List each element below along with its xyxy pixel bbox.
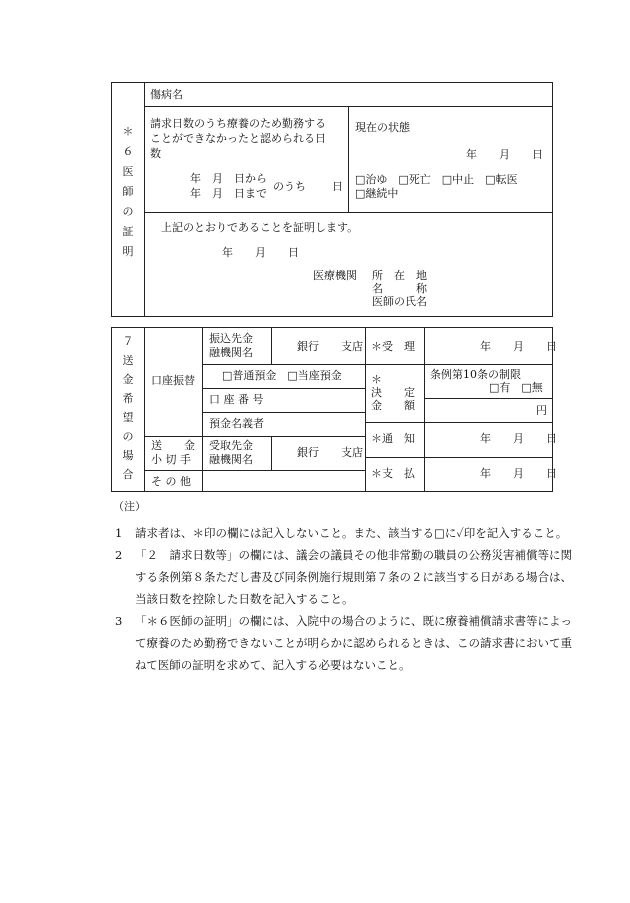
payment-label: ＊支 払 — [371, 467, 415, 480]
days-label-line-1: 請求日数のうち療養のため勤務する — [150, 117, 326, 130]
check-label-2: 小 切 手 — [151, 453, 191, 466]
period-day: 日 — [332, 180, 343, 193]
certify-date: 年 月 日 — [222, 246, 299, 259]
border-line — [111, 316, 553, 317]
side-char: の — [122, 205, 134, 218]
notes-heading: （注） — [113, 500, 146, 513]
days-label-line-3: 数 — [150, 147, 161, 160]
receipt-date: 年 月 日 — [480, 340, 557, 353]
status-options: □治ゆ □死亡 □中止 □転医 — [355, 173, 518, 186]
check-label-1: 送 金 — [151, 439, 195, 452]
side-char: ７ — [122, 335, 134, 348]
certify-text: 上記のとおりであることを証明します。 — [161, 221, 359, 234]
side-char: の — [122, 430, 134, 443]
yen-label: 円 — [536, 404, 547, 417]
side-char: 合 — [122, 468, 134, 481]
institution-name-label: 名 称 — [372, 282, 427, 295]
border-line — [202, 412, 365, 413]
side-char: ＊ — [122, 125, 134, 138]
notes-list — [113, 522, 573, 676]
address-label: 所 在 地 — [372, 269, 427, 282]
border-line — [144, 212, 553, 213]
side-char: 金 — [122, 373, 134, 386]
receipt-label: ＊受 理 — [371, 340, 415, 353]
decision-star: ＊ — [371, 373, 382, 386]
border-line — [271, 436, 272, 470]
transfer-bank-label-2: 融機関名 — [209, 346, 253, 359]
side-char: 送 — [122, 354, 134, 367]
border-line — [111, 82, 553, 83]
period-to: 年 月 日まで — [190, 187, 267, 200]
note-number: 3 — [115, 614, 123, 628]
side-char: 希 — [122, 392, 134, 405]
notice-label: ＊通 知 — [371, 432, 415, 445]
border-line — [365, 422, 553, 423]
note-item — [113, 544, 573, 610]
border-line — [271, 327, 272, 364]
side-char: 証 — [122, 225, 134, 238]
status-date: 年 月 日 — [466, 148, 543, 161]
side-char: 医 — [122, 165, 134, 178]
period-suffix: のうち — [273, 180, 306, 193]
border-line — [348, 106, 349, 212]
side-char: 師 — [122, 185, 134, 198]
check-bank-branch: 銀行 支店 — [297, 446, 363, 459]
note-text: 「２ 請求日数等」の欄には、議会の議員その他非常勤の職員の公務災害補償等に関する条例第８条ただし書及び同条例施行規則第７条の２に該当する日がある場合は、当該日数を控除した日数を記入すること。 — [135, 548, 572, 606]
border-line — [202, 388, 365, 389]
account-number-label: 口 座 番 号 — [209, 393, 264, 406]
note-text: 「＊６医師の証明」の欄には、入院中の場合のように、既に療養補償請求書等によって療養のため勤務できないことが明らかに認められるときは、この請求書において重ねて医師の証明を求めて、記入する必要はないこと。 — [135, 614, 572, 672]
limit-options: □有 □無 — [489, 381, 543, 394]
border-line — [424, 398, 553, 399]
section6-side-label — [112, 122, 144, 262]
receive-bank-label-2: 融機関名 — [209, 453, 253, 466]
note-number: 2 — [115, 548, 123, 562]
period-from: 年 月 日から — [190, 172, 267, 185]
side-char: ６ — [122, 145, 134, 158]
side-char: 場 — [122, 449, 134, 462]
payment-date: 年 月 日 — [480, 467, 557, 480]
other-label: そ の 他 — [151, 475, 191, 488]
border-line — [111, 327, 553, 328]
border-line — [365, 364, 553, 365]
section7-side-label — [112, 332, 144, 484]
border-line — [202, 327, 203, 492]
account-holder-label: 預金名義者 — [209, 417, 264, 430]
border-line — [552, 82, 553, 317]
side-char: 明 — [122, 245, 134, 258]
account-type-options: □普通預金 □当座預金 — [222, 369, 342, 382]
transfer-bank-label-1: 振込先金 — [209, 332, 253, 345]
border-line — [365, 457, 553, 458]
note-item — [113, 610, 573, 676]
notice-date: 年 月 日 — [480, 432, 557, 445]
note-text: 請求者は、＊印の欄には記入しないこと。また、該当する□に✓印を記入すること。 — [135, 526, 568, 540]
bank-branch: 銀行 支店 — [297, 340, 363, 353]
decision-label: 決 定 — [371, 386, 415, 399]
receive-bank-label-1: 受取先金 — [209, 439, 253, 452]
days-label-line-2: ことができなかったと認められる日 — [150, 132, 326, 145]
border-line — [424, 327, 425, 492]
note-number: 1 — [115, 526, 123, 540]
border-line — [144, 82, 145, 317]
border-line — [144, 470, 365, 471]
border-line — [144, 436, 365, 437]
status-continuing: □継続中 — [355, 187, 399, 200]
border-line — [111, 491, 553, 492]
border-line — [202, 364, 365, 365]
amount-label: 金 額 — [371, 399, 415, 412]
limit-label: 条例第10条の制限 — [430, 368, 521, 381]
side-char: 望 — [122, 411, 134, 424]
current-status-label: 現在の状態 — [355, 121, 410, 134]
border-line — [144, 327, 145, 492]
border-line — [365, 327, 366, 492]
disease-name-label: 傷病名 — [150, 88, 183, 101]
doctor-name-label: 医師の氏名 — [372, 295, 427, 308]
institution-label: 医療機関 — [313, 269, 357, 282]
account-transfer-label: 口座振替 — [151, 374, 195, 387]
note-item — [113, 522, 573, 544]
